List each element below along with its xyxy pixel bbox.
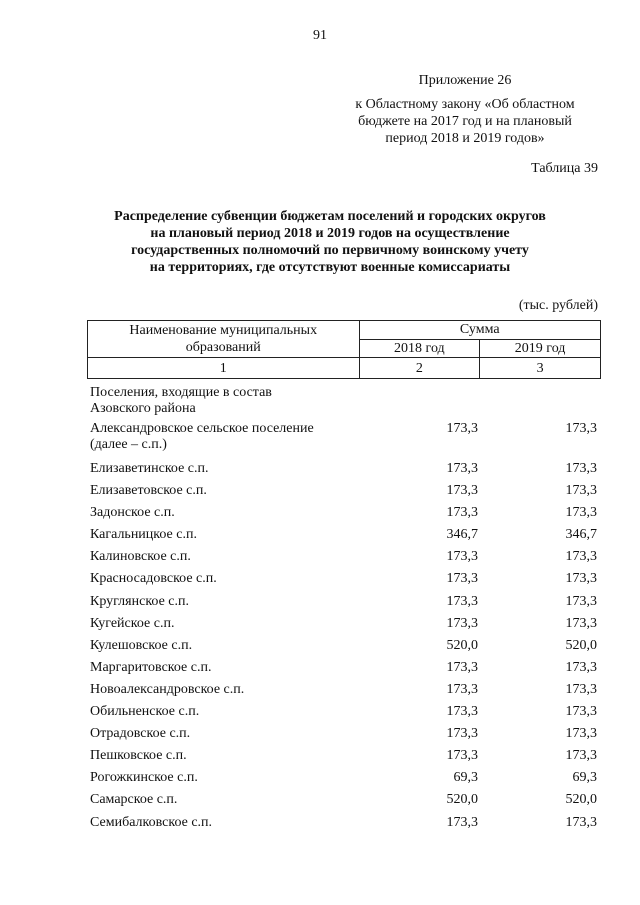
table-row bbox=[87, 682, 601, 704]
municipality-name: Семибалковское с.п. bbox=[90, 814, 213, 830]
table-row bbox=[87, 421, 601, 459]
group-heading-row bbox=[87, 385, 601, 421]
value-2018: 173,3 bbox=[446, 615, 478, 631]
table-row bbox=[87, 461, 601, 483]
value-2018: 69,3 bbox=[453, 770, 478, 786]
table-row bbox=[87, 483, 601, 505]
column-number: 3 bbox=[480, 358, 601, 379]
column-number: 2 bbox=[359, 358, 480, 379]
municipality-name: Новоалександровское с.п. bbox=[90, 681, 245, 697]
value-2019: 173,3 bbox=[565, 814, 597, 830]
table-row bbox=[87, 505, 601, 527]
value-2018: 173,3 bbox=[446, 421, 478, 436]
municipality-name: Красносадовское с.п. bbox=[90, 571, 217, 587]
appendix-title: Приложение 26 bbox=[418, 73, 512, 88]
table-row bbox=[87, 527, 601, 549]
value-2019: 173,3 bbox=[565, 726, 597, 742]
value-2018: 173,3 bbox=[446, 593, 478, 609]
value-2018: 520,0 bbox=[446, 637, 478, 653]
value-2018: 173,3 bbox=[446, 814, 478, 830]
table-row bbox=[87, 815, 601, 837]
table-row bbox=[87, 748, 601, 770]
value-2018: 173,3 bbox=[446, 505, 478, 521]
value-2018: 173,3 bbox=[446, 726, 478, 742]
table-row bbox=[87, 726, 601, 748]
table-row bbox=[87, 770, 601, 792]
value-2019: 173,3 bbox=[565, 483, 597, 499]
municipality-name: Задонское с.п. bbox=[90, 505, 175, 521]
value-2018: 173,3 bbox=[446, 483, 478, 499]
value-2018: 173,3 bbox=[446, 748, 478, 764]
value-2018: 346,7 bbox=[446, 527, 478, 543]
table-row bbox=[87, 792, 601, 814]
municipality-name: Калиновское с.п. bbox=[90, 549, 191, 565]
table-row bbox=[87, 549, 601, 571]
municipality-name: Самарское с.п. bbox=[90, 792, 178, 808]
table-header bbox=[87, 320, 601, 379]
column-header-sum: Сумма bbox=[359, 321, 601, 340]
value-2018: 173,3 bbox=[446, 549, 478, 565]
value-2018: 173,3 bbox=[446, 681, 478, 697]
municipality-name: Кулешовское с.п. bbox=[90, 637, 193, 653]
municipality-name: Елизаветинское с.п. bbox=[90, 461, 209, 476]
value-2019: 173,3 bbox=[565, 659, 597, 675]
table-row bbox=[87, 638, 601, 660]
municipality-name: Круглянское с.п. bbox=[90, 593, 189, 609]
table-number: Таблица 39 bbox=[531, 161, 598, 176]
value-2019: 346,7 bbox=[565, 527, 597, 543]
value-2019: 520,0 bbox=[565, 792, 597, 808]
value-2018: 173,3 bbox=[446, 659, 478, 675]
value-2018: 173,3 bbox=[446, 461, 478, 476]
table-row bbox=[87, 616, 601, 638]
table-row bbox=[87, 594, 601, 616]
table-row bbox=[87, 660, 601, 682]
value-2019: 173,3 bbox=[565, 549, 597, 565]
table-body bbox=[87, 382, 601, 837]
value-2019: 520,0 bbox=[565, 637, 597, 653]
page-number: 91 bbox=[313, 28, 327, 43]
appendix-law-reference: к Областному закону «Об областном бюджете на 2017 год и на плановый период 2018 и 2019 годов» bbox=[355, 97, 575, 146]
column-header-2018: 2018 год bbox=[359, 339, 480, 358]
value-2019: 173,3 bbox=[565, 461, 597, 476]
municipality-name: Обильненское с.п. bbox=[90, 704, 200, 720]
document-title: Распределение субвенции бюджетам поселений и городских округов на плановый период 2018 и 2019 годов на осуществление государственных полномочий по первичному воинскому учету на территориях, где отсутствуют военные комиссариаты bbox=[114, 209, 546, 275]
value-2018: 520,0 bbox=[446, 792, 478, 808]
value-2018: 173,3 bbox=[446, 704, 478, 720]
units-label: (тыс. рублей) bbox=[518, 298, 598, 313]
value-2019: 173,3 bbox=[565, 593, 597, 609]
value-2018: 173,3 bbox=[446, 571, 478, 587]
column-header-name: Наименование муниципальных образований bbox=[88, 321, 360, 358]
column-header-2019: 2019 год bbox=[480, 339, 601, 358]
municipality-name: Кугейское с.п. bbox=[90, 615, 175, 631]
value-2019: 173,3 bbox=[565, 615, 597, 631]
value-2019: 173,3 bbox=[565, 571, 597, 587]
value-2019: 173,3 bbox=[565, 748, 597, 764]
value-2019: 69,3 bbox=[572, 770, 597, 786]
municipality-name: Елизаветовское с.п. bbox=[90, 483, 207, 499]
municipality-name: Кагальницкое с.п. bbox=[90, 527, 197, 543]
value-2019: 173,3 bbox=[565, 421, 597, 436]
municipality-name: Александровское сельское поселение (далее – с.п.) bbox=[90, 421, 314, 452]
municipality-name: Пешковское с.п. bbox=[90, 748, 187, 764]
value-2019: 173,3 bbox=[565, 505, 597, 521]
table-row bbox=[87, 704, 601, 726]
municipality-name: Отрадовское с.п. bbox=[90, 726, 191, 742]
group-heading: Поселения, входящие в состав Азовского района bbox=[90, 385, 272, 416]
value-2019: 173,3 bbox=[565, 704, 597, 720]
value-2019: 173,3 bbox=[565, 681, 597, 697]
appendix-header bbox=[320, 72, 610, 147]
table-row bbox=[87, 571, 601, 593]
column-number: 1 bbox=[88, 358, 360, 379]
municipality-name: Маргаритовское с.п. bbox=[90, 659, 212, 675]
municipality-name: Рогожкинское с.п. bbox=[90, 770, 198, 786]
